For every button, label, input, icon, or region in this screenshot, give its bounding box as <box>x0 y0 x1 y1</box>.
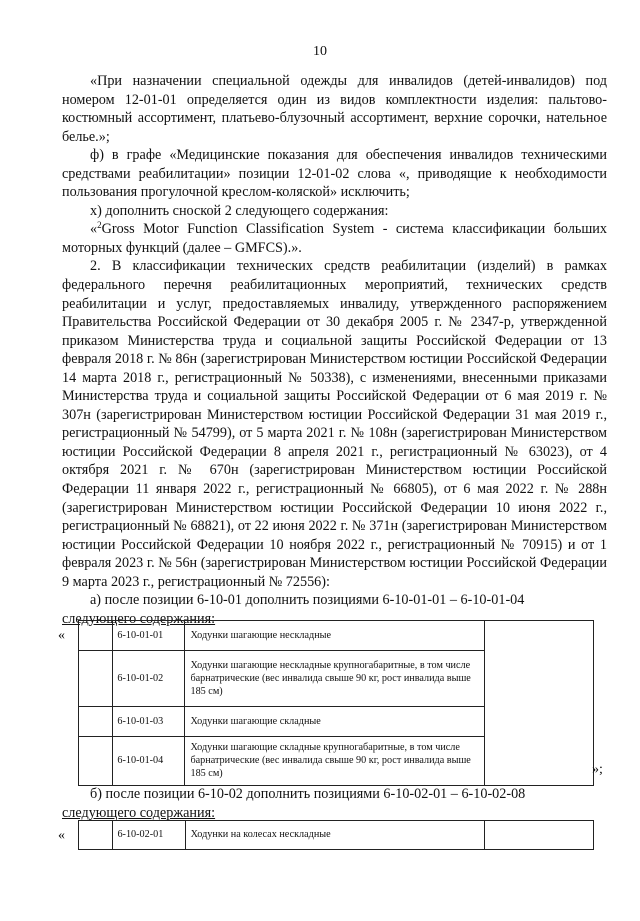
table-cell-empty <box>79 651 113 707</box>
open-quote: « <box>58 828 65 843</box>
table-cell-empty <box>484 621 593 786</box>
open-quote: « <box>58 628 65 643</box>
paragraph: а) после позиции 6-10-01 дополнить позициями 6-10-01-01 – 6-10-01-04 <box>90 592 525 609</box>
table-cell-empty <box>79 707 113 737</box>
footnote-text: Gross Motor Function Classification System - система классификации больших моторных функций (далее – GMFCS).». <box>62 221 607 256</box>
table-cell-code: 6-10-01-02 <box>113 651 185 707</box>
paragraph-b-block <box>62 785 607 822</box>
table-cell-name: Ходунки на колесах нескладные <box>185 821 484 850</box>
table-row <box>79 821 594 850</box>
footnote-marker: 2 <box>97 220 102 231</box>
table-cell-name: Ходунки шагающие нескладные <box>185 621 484 651</box>
paragraph: х) дополнить сноской 2 следующего содержания: <box>90 202 389 219</box>
table-cell-name: Ходунки шагающие нескладные крупногабаритные, в том числе барнатрические (вес инвалида свыше 90 кг, рост инвалида выше 185 см) <box>185 651 484 707</box>
footnote-paragraph: «$^2$Gross Motor Function Classification System - система классификации больших моторных функций (далее – GMFCS).». <box>62 220 607 256</box>
table-cell-name: Ходунки шагающие складные крупногабаритные, в том числе барнатрические (вес инвалида свыше 90 кг, рост инвалида выше 185 см) <box>185 737 484 786</box>
close-quote: »; <box>592 762 603 777</box>
table-cell-empty <box>79 621 113 651</box>
paragraph: б) после позиции 6-10-02 дополнить позициями 6-10-02-01 – 6-10-02-08 <box>90 786 526 802</box>
table-cell-code: 6-10-01-01 <box>113 621 185 651</box>
positions-table-a <box>78 620 594 786</box>
page-number: 10 <box>313 44 327 59</box>
table-cell-empty <box>484 821 593 850</box>
paragraph: «При назначении специальной одежды для инвалидов (детей-инвалидов) под номером 12-01-01 определяется один из видов комплектности изделия: пальтово-костюмный ассортимент, платьево-блузочный ассортимент, верхние сорочки, нательное белье.»; <box>62 73 607 145</box>
underlined-text: следующего содержания: <box>62 610 216 627</box>
paragraph: 2. В классификации технических средств реабилитации (изделий) в рамках федерального перечня реабилитационных мероприятий, технических средств реабилитации и услуг, предоставляемых инвалиду, утвержденного распоряжением Правительства Российской Федерации от 30 декабря 2005 г. № 2347-р, утвержденной приказом Министерства труда и социальной защиты Российской Федерации от 13 февраля 2018 г. № 86н (зарегистрирован Министерством юстиции Российской Федерации 14 марта 2018 г., регистрационный № 50338), с изменениями, внесенными приказами Министерства труда и социальной защиты Российской Федерации от 6 мая 2019 г. № 307н (зарегистрирован Министерством юстиции Российской Федерации 31 мая 2019 г., регистрационный № 54799), от 5 марта 2021 г. № 108н (зарегистрирован Министерством юстиции Российской Федерации 8 апреля 2021 г., регистрационный № 63023), от 4 октября 2021 г. № 670н (зарегистрирован Министерством юстиции Российской Федерации 11 января 2022 г., регистрационный № 66805), от 6 мая 2022 г. № 288н (зарегистрирован Министерством юстиции Российской Федерации 10 июня 2022 г., регистрационный № 68821), от 22 июня 2022 г. № 371н (зарегистрирован Министерством юстиции Российской Федерации 10 ноября 2022 г., регистрационный № 70915) и от 1 февраля 2023 г. № 56н (зарегистрирован Министерством юстиции Российской Федерации 9 марта 2023 г., регистрационный № 72556): <box>62 258 607 590</box>
table-cell-code: 6-10-02-01 <box>113 821 185 850</box>
document-body <box>62 72 607 628</box>
positions-table-b <box>78 820 594 850</box>
table-cell-empty <box>79 737 113 786</box>
table-cell-code: 6-10-01-04 <box>113 737 185 786</box>
underlined-text: следующего содержания: <box>62 804 216 821</box>
table-row <box>79 621 594 651</box>
table-cell-code: 6-10-01-03 <box>113 707 185 737</box>
table-cell-empty <box>79 821 113 850</box>
table-cell-name: Ходунки шагающие складные <box>185 707 484 737</box>
paragraph: ф) в графе «Медицинские показания для обеспечения инвалидов техническими средствами реабилитации» позиции 12-01-02 слова «, приводящие к необходимости пользования прогулочной креслом-коляской» исключить; <box>62 147 607 201</box>
